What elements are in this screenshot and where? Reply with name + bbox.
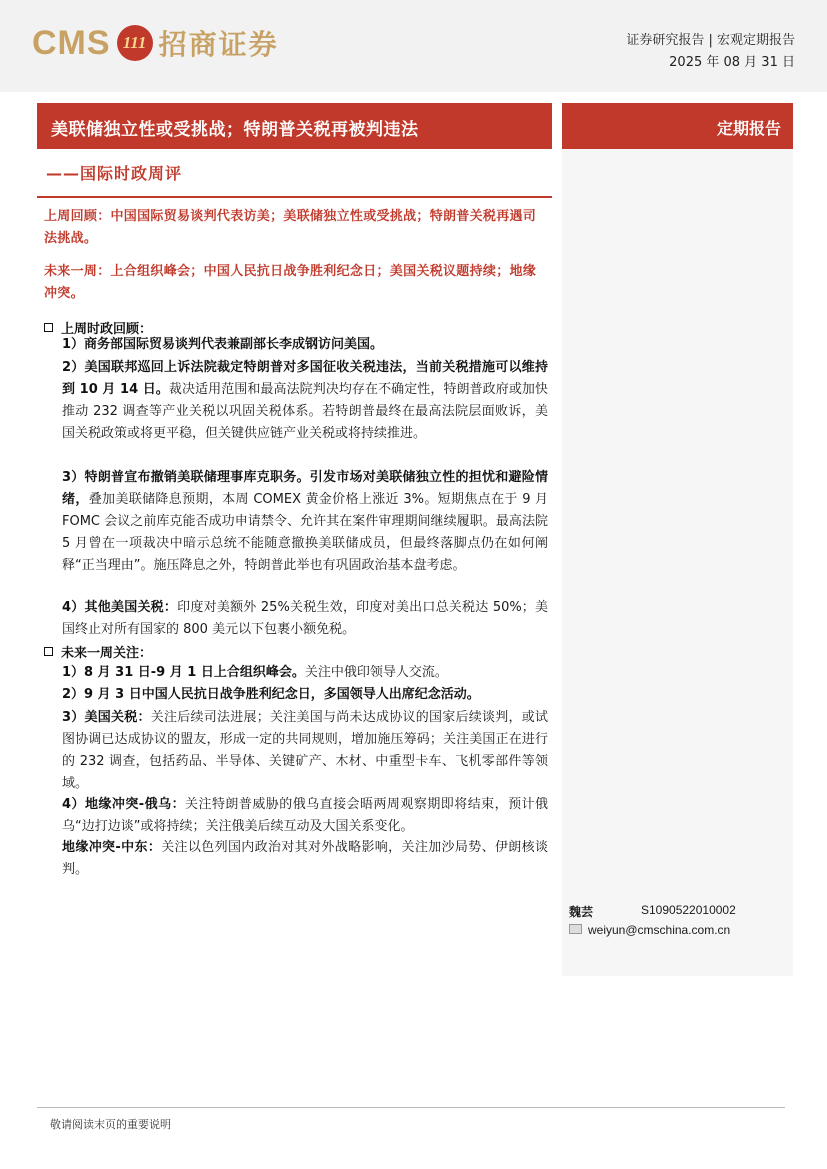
author-email-row (569, 923, 730, 937)
section-heading-next-week: 未来一周关注： (44, 642, 152, 661)
cms-logo (32, 22, 279, 64)
title-divider (37, 196, 552, 198)
list-item: 4）其他美国关税：印度对美额外 25%关税生效，印度对美出口总关税达 50%；美国终止对所有国家的 800 美元以下包裹小额免税。 (62, 600, 548, 637)
report-type: 证券研究报告 | 宏观定期报告 (626, 33, 795, 48)
report-tag-bar (562, 103, 793, 149)
list-item: 3）美国关税：关注后续司法进展；关注美国与尚未达成协议的国家后续谈判，或试图协调已达成协议的盟友，形成一定的共同规则，增加施压筹码；关注美国正在进行的 232 调查，包括药品、半导体、关键矿产、木材、中重型卡车、飞机零部件等领域。 (62, 710, 549, 791)
report-title: 美联储独立性或受挑战；特朗普关税再被判违法 (51, 120, 419, 140)
report-tag: 定期报告 (716, 119, 781, 138)
envelope-icon (569, 924, 582, 934)
checkbox-bullet-icon (44, 647, 53, 656)
footer-note: 敬请阅读末页的重要说明 (50, 1118, 171, 1131)
logo-badge-icon: 111 (117, 25, 153, 61)
list-item: 2）美国联邦巡回上诉法院裁定特朗普对多国征收关税违法，当前关税措施可以维持到 10 月 14 日。裁决适用范围和最高法院判决均存在不确定性，特朗普政府或加快推动 232 调查等产业关税以巩固关税体系。若特朗普最终在最高法院层面败诉，美国关税政策或将更平稳，但关键供应链产业关税或将持续推进。 (62, 360, 548, 441)
report-date: 2025 年 08 月 31 日 (669, 55, 795, 70)
author-code: S1090522010002 (641, 903, 736, 917)
author-name: 魏芸 (569, 905, 594, 919)
author-block (569, 903, 791, 920)
summary-next-week: 未来一周：上合组织峰会；中国人民抗日战争胜利纪念日；美国关税议题持续；地缘冲突。 (44, 264, 537, 301)
logo-text-en: CMS (32, 23, 111, 62)
header-meta (626, 30, 795, 74)
list-item: 1）8 月 31 日-9 月 1 日上合组织峰会。关注中俄印领导人交流。 (62, 665, 448, 680)
author-email[interactable]: weiyun@cmschina.com.cn (588, 923, 731, 937)
summary-last-week: 上周回顾：中国国际贸易谈判代表访美；美联储独立性或受挑战；特朗普关税再遇司法挑战。 (44, 209, 537, 246)
title-bar (37, 103, 552, 149)
list-item: 3）特朗普宣布撤销美联储理事库克职务。引发市场对美联储独立性的担忧和避险情绪，叠加美联储降息预期，本周 COMEX 黄金价格上涨近 3%。短期焦点在于 9 月 FOMC 会议之前库克能否成功申请禁令、允许其在案件审理期间继续履职。最高法院 5 月曾在一项裁决中暗示总统不能随意撤换美联储成员，但最终落脚点仍在如何阐释“正当理由”。施压降息之外，特朗普此举也有巩固政治基本盘考虑。 (62, 470, 548, 573)
list-item: 地缘冲突-中东：关注以色列国内政治对其对外战略影响，关注加沙局势、伊朗核谈判。 (62, 840, 548, 877)
sidebar-panel (562, 103, 793, 976)
list-item: 1）商务部国际贸易谈判代表兼副部长李成钢访问美国。 (62, 337, 384, 352)
checkbox-bullet-icon (44, 323, 53, 332)
report-subtitle: ——国际时政周评 (46, 164, 183, 183)
list-item: 2）9 月 3 日中国人民抗日战争胜利纪念日，多国领导人出席纪念活动。 (62, 687, 480, 702)
footer-divider (37, 1107, 785, 1108)
list-item: 4）地缘冲突-俄乌：关注特朗普威胁的俄乌直接会晤两周观察期即将结束，预计俄乌“边打边谈”或将持续；关注俄美后续互动及大国关系变化。 (62, 797, 548, 834)
section-heading-last-week: 上周时政回顾： (44, 318, 152, 337)
logo-text-cn: 招商证券 (158, 28, 279, 61)
